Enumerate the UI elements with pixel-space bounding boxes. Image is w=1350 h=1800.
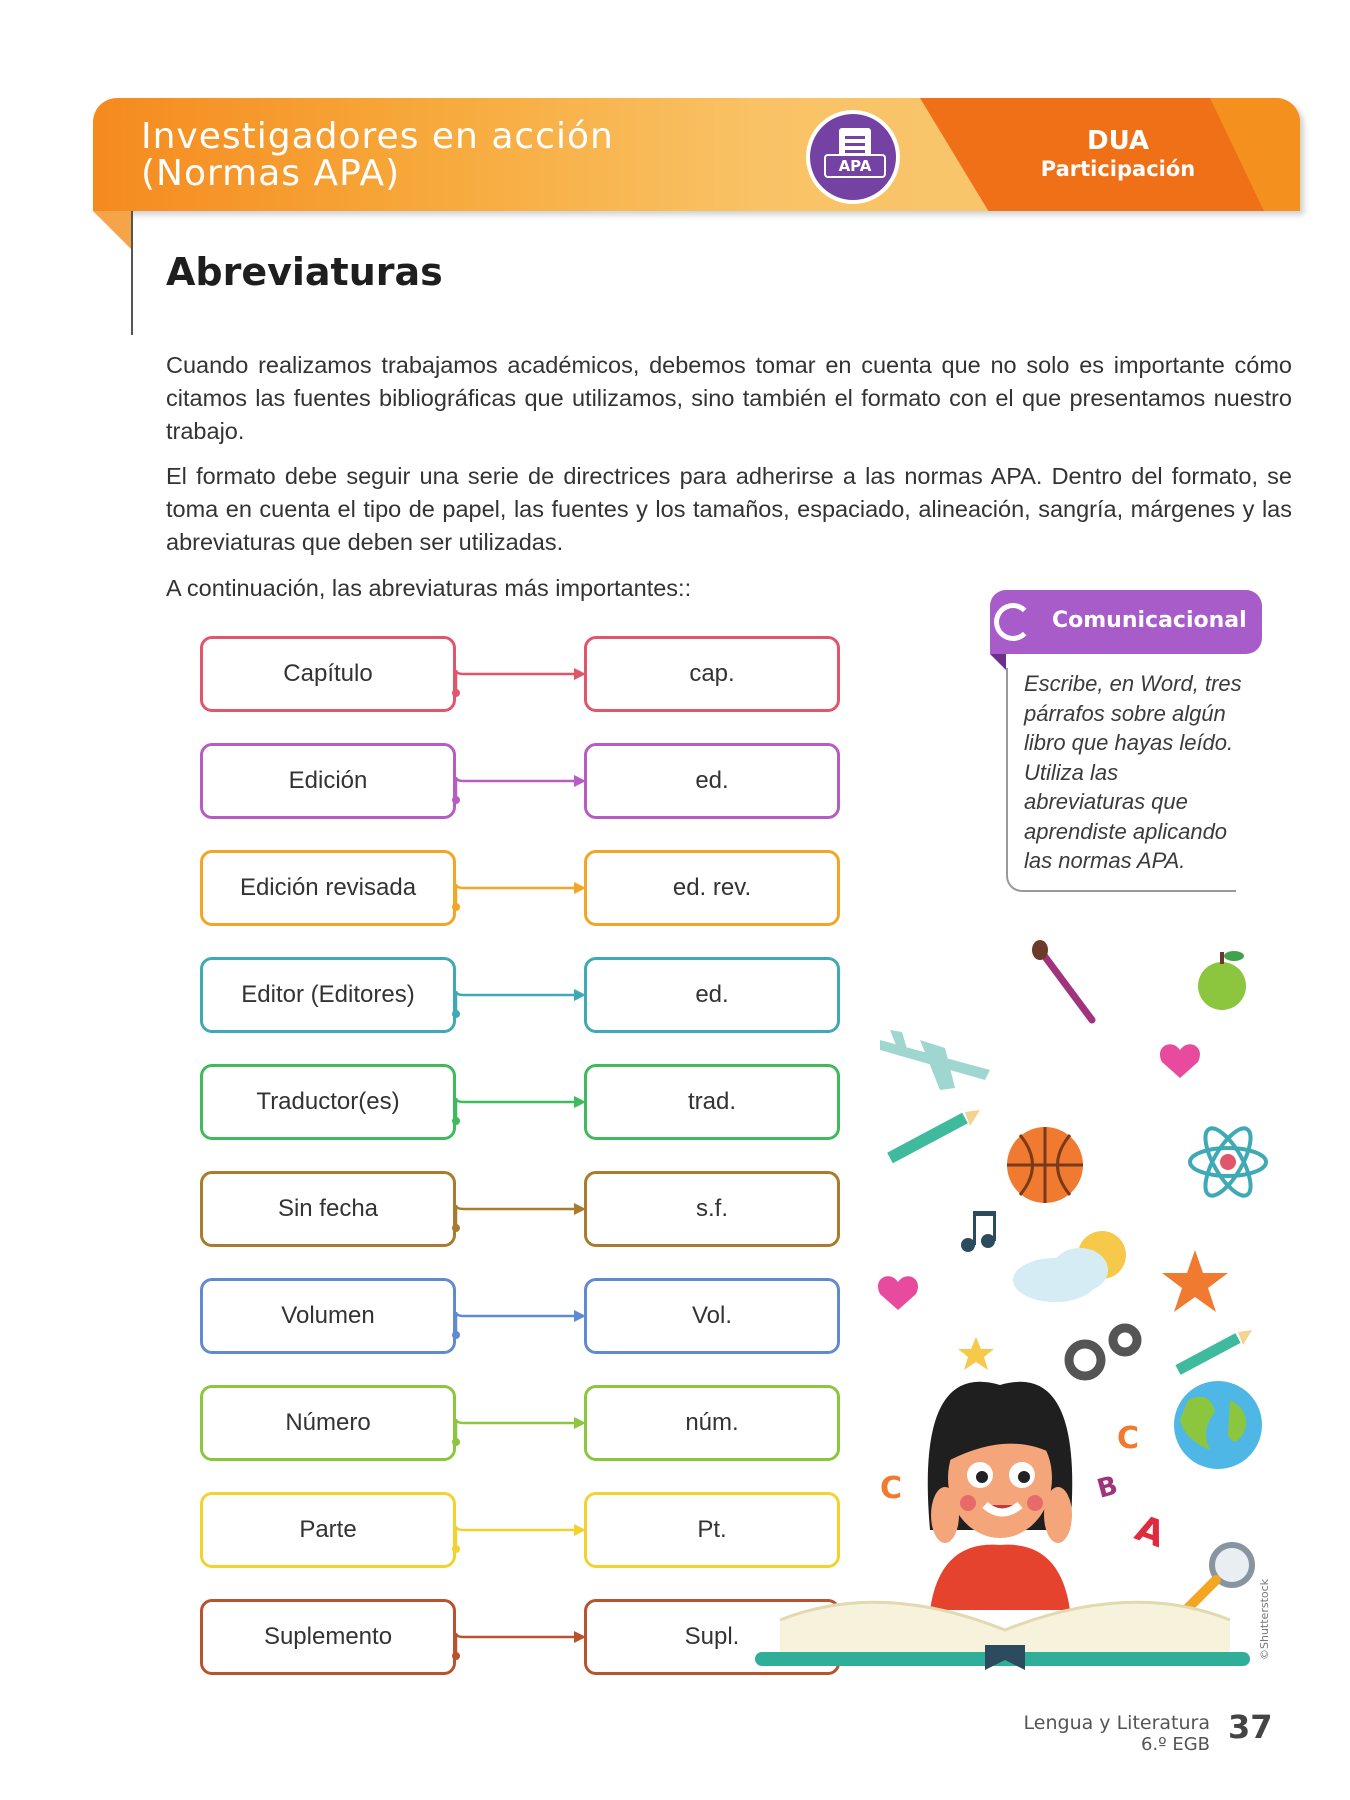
connector-arrow bbox=[450, 850, 590, 930]
connector-dot bbox=[452, 1652, 460, 1660]
paragraph-3: A continuación, las abreviaturas más importantes:: bbox=[166, 575, 692, 601]
abbreviation-box: ed. bbox=[584, 743, 840, 819]
connector-line bbox=[456, 1526, 578, 1549]
abbreviation-box: ed. rev. bbox=[584, 850, 840, 926]
page-number: 37 bbox=[1228, 1708, 1273, 1746]
comunicacional-text: Escribe, en Word, tres párrafos sobre algún libro que hayas leído. Utiliza las abreviaturas que aprendiste aplicando las normas APA. bbox=[1024, 671, 1242, 873]
pencil-icon bbox=[890, 1110, 980, 1158]
term-box: Suplemento bbox=[200, 1599, 456, 1675]
connector-arrow bbox=[450, 743, 590, 823]
connector-dot bbox=[452, 689, 460, 697]
abbreviation-row bbox=[200, 850, 840, 930]
letter-a: A bbox=[1129, 1507, 1171, 1556]
abbreviation-box: núm. bbox=[584, 1385, 840, 1461]
connector-arrow bbox=[450, 1492, 590, 1572]
term-box: Sin fecha bbox=[200, 1171, 456, 1247]
paragraph-2: El formato debe seguir una serie de directrices para adherirse a las normas APA. Dentro del formato, se toma en cuenta el tipo de papel, las fuentes y los tamaños, espaciado, alineación, sangría, márgenes y las abreviaturas que deben ser utilizadas. bbox=[166, 463, 1292, 555]
page-title-line1: Investigadores en acción bbox=[141, 116, 614, 157]
connector-line bbox=[456, 1419, 578, 1442]
magnifier-icon bbox=[1188, 1545, 1252, 1608]
gears-icon bbox=[1069, 1328, 1137, 1376]
connector-arrow bbox=[450, 1064, 590, 1144]
abbreviation-box: Supl. bbox=[584, 1599, 840, 1675]
connector-line bbox=[456, 1205, 578, 1228]
star-icon bbox=[958, 1337, 994, 1370]
abbreviation-box: Vol. bbox=[584, 1278, 840, 1354]
page-title-line2: (Normas APA) bbox=[141, 153, 401, 194]
connector-arrow bbox=[450, 1599, 590, 1679]
music-note-icon bbox=[961, 1211, 996, 1252]
letter-c: C bbox=[880, 1471, 903, 1506]
connector-arrow bbox=[450, 1278, 590, 1358]
cloud-sun-icon bbox=[1013, 1231, 1126, 1302]
connector-line bbox=[456, 670, 578, 693]
dua-subtitle: Participación bbox=[1040, 157, 1196, 181]
image-credit: ©Shutterstock bbox=[1258, 1578, 1271, 1660]
term-box: Editor (Editores) bbox=[200, 957, 456, 1033]
dua-title: DUA bbox=[1086, 126, 1150, 156]
letter-b: B bbox=[1094, 1470, 1121, 1505]
abbreviation-box: cap. bbox=[584, 636, 840, 712]
basketball-icon bbox=[1007, 1127, 1083, 1203]
abbreviation-box: Pt. bbox=[584, 1492, 840, 1568]
connector-arrow bbox=[450, 957, 590, 1037]
globe-icon bbox=[1174, 1381, 1262, 1469]
term-box: Volumen bbox=[200, 1278, 456, 1354]
term-box: Edición bbox=[200, 743, 456, 819]
connector-arrow bbox=[450, 1171, 590, 1251]
atom-icon bbox=[1190, 1122, 1266, 1202]
connector-arrow bbox=[450, 636, 590, 716]
heart-icon bbox=[878, 1276, 918, 1310]
abbreviation-box: trad. bbox=[584, 1064, 840, 1140]
connector-dot bbox=[452, 1545, 460, 1553]
starfish-icon bbox=[1162, 1250, 1228, 1312]
section-title: Abreviaturas bbox=[166, 250, 443, 294]
apa-document-icon bbox=[806, 110, 900, 204]
term-box: Traductor(es) bbox=[200, 1064, 456, 1140]
pencil-icon bbox=[1178, 1330, 1252, 1370]
term-box: Edición revisada bbox=[200, 850, 456, 926]
header-banner bbox=[93, 98, 1300, 211]
airplane-icon bbox=[880, 1030, 990, 1090]
connector-dot bbox=[452, 1438, 460, 1446]
footer-grade: 6.º EGB bbox=[1140, 1734, 1210, 1755]
connector-line bbox=[456, 777, 578, 800]
connector-dot bbox=[452, 1331, 460, 1339]
side-divider bbox=[131, 211, 133, 335]
connector-dot bbox=[452, 796, 460, 804]
comunicacional-tab-fold bbox=[990, 654, 1006, 670]
page-title bbox=[141, 118, 701, 192]
c-letter-icon bbox=[994, 603, 1032, 641]
comunicacional-title: Comunicacional bbox=[1052, 608, 1247, 633]
connector-line bbox=[456, 991, 578, 1014]
apa-badge-label: APA bbox=[824, 154, 886, 178]
connector-dot bbox=[452, 1224, 460, 1232]
dua-label bbox=[1018, 126, 1218, 182]
abbreviation-box: s.f. bbox=[584, 1171, 840, 1247]
connector-arrow bbox=[450, 1385, 590, 1465]
paintbrush-icon bbox=[1032, 940, 1092, 1020]
connector-dot bbox=[452, 1117, 460, 1125]
letter-c: C bbox=[1117, 1421, 1140, 1456]
paragraph-1: Cuando realizamos trabajamos académicos, debemos tomar en cuenta que no solo es importante cómo citamos las fuentes bibliográficas que utilizamos, sino también el formato con el que presentamos nuestro trabajo. bbox=[166, 352, 1292, 444]
connector-line bbox=[456, 1098, 578, 1121]
heart-icon bbox=[1160, 1044, 1200, 1078]
abbreviation-row bbox=[200, 743, 840, 823]
open-book bbox=[755, 1602, 1250, 1670]
term-box: Número bbox=[200, 1385, 456, 1461]
reading-girl-illustration bbox=[740, 930, 1280, 1710]
footer-subject: Lengua y Literatura bbox=[1023, 1712, 1210, 1734]
connector-line bbox=[456, 884, 578, 907]
apple-icon bbox=[1198, 951, 1246, 1010]
banner-fold bbox=[93, 211, 131, 249]
connector-line bbox=[456, 1312, 578, 1335]
connector-line bbox=[456, 1633, 578, 1656]
abbreviation-box: ed. bbox=[584, 957, 840, 1033]
connector-dot bbox=[452, 1010, 460, 1018]
connector-dot bbox=[452, 903, 460, 911]
girl-reading bbox=[928, 1382, 1073, 1610]
term-box: Capítulo bbox=[200, 636, 456, 712]
abbreviation-row bbox=[200, 636, 840, 716]
term-box: Parte bbox=[200, 1492, 456, 1568]
